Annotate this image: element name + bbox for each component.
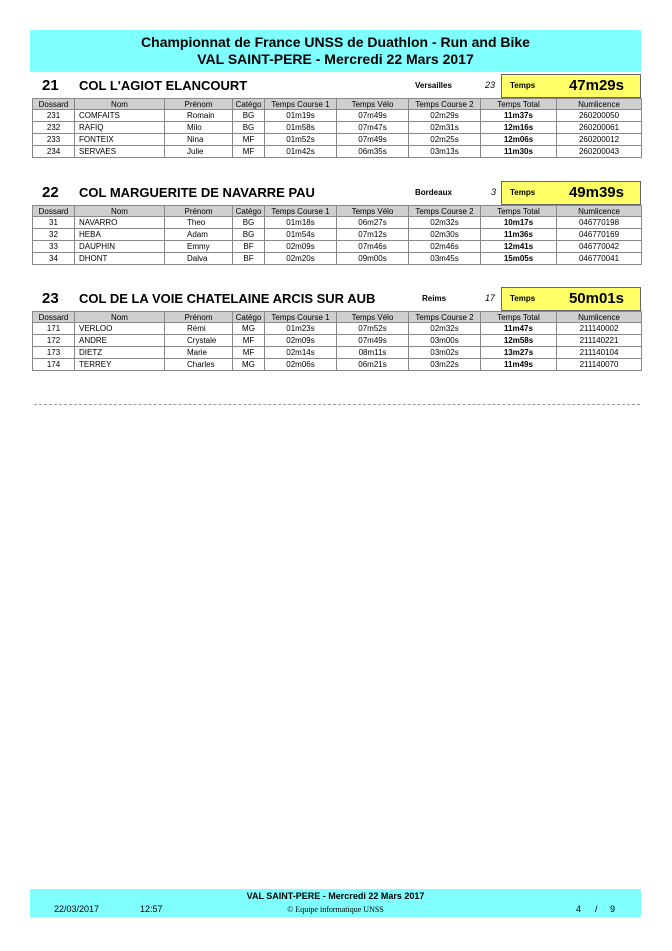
team-block <box>32 181 641 265</box>
cell-prenom: Adam <box>165 229 233 241</box>
cell-course2: 03m13s <box>409 146 481 158</box>
cell-dossard: 31 <box>33 217 75 229</box>
cell-course2: 03m00s <box>409 335 481 347</box>
table-row <box>33 347 642 359</box>
team-name: COL MARGUERITE DE NAVARRE PAU <box>79 185 315 200</box>
cell-dossard: 171 <box>33 323 75 335</box>
cell-course2: 02m29s <box>409 110 481 122</box>
cell-catego: MF <box>233 335 265 347</box>
team-header <box>32 287 641 311</box>
table-row <box>33 253 642 265</box>
team-rank: 23 <box>485 80 496 90</box>
header-title-line2: VAL SAINT-PERE - Mercredi 22 Mars 2017 <box>197 51 474 67</box>
team-header <box>32 181 641 205</box>
column-header-catego: Catégo <box>233 99 265 110</box>
team-city: Versailles <box>415 81 452 90</box>
cell-total: 11m49s <box>481 359 557 371</box>
page-header <box>30 30 641 72</box>
cell-velo: 07m49s <box>337 335 409 347</box>
cell-catego: BG <box>233 229 265 241</box>
team-number: 22 <box>42 184 59 201</box>
table-header-row <box>33 312 642 323</box>
cell-prenom: Dalva <box>165 253 233 265</box>
cell-course2: 03m02s <box>409 347 481 359</box>
cell-prenom: Nina <box>165 134 233 146</box>
column-header-course1: Temps Course 1 <box>265 99 337 110</box>
cell-course2: 02m46s <box>409 241 481 253</box>
cell-dossard: 232 <box>33 122 75 134</box>
cell-nom: ANDRE <box>75 335 165 347</box>
column-header-licence: Numlicence <box>557 312 642 323</box>
table-row <box>33 146 642 158</box>
column-header-velo: Temps Vélo <box>337 312 409 323</box>
dashed-separator <box>34 404 640 405</box>
table-header-row <box>33 206 642 217</box>
cell-licence: 211140002 <box>557 323 642 335</box>
column-header-dossard: Dossard <box>33 312 75 323</box>
cell-velo: 06m21s <box>337 359 409 371</box>
table-row <box>33 335 642 347</box>
cell-licence: 046770198 <box>557 217 642 229</box>
cell-course2: 02m32s <box>409 323 481 335</box>
cell-prenom: Crystale <box>165 335 233 347</box>
table-row <box>33 359 642 371</box>
cell-course2: 02m32s <box>409 217 481 229</box>
cell-velo: 07m12s <box>337 229 409 241</box>
table-row <box>33 323 642 335</box>
cell-dossard: 34 <box>33 253 75 265</box>
table-row <box>33 134 642 146</box>
cell-course1: 01m42s <box>265 146 337 158</box>
cell-course1: 01m23s <box>265 323 337 335</box>
cell-nom: VERLOO <box>75 323 165 335</box>
cell-licence: 211140221 <box>557 335 642 347</box>
cell-catego: BG <box>233 217 265 229</box>
column-header-licence: Numlicence <box>557 206 642 217</box>
cell-course1: 01m54s <box>265 229 337 241</box>
footer-date: 22/03/2017 <box>54 904 100 914</box>
cell-nom: RAFIQ <box>75 122 165 134</box>
column-header-catego: Catégo <box>233 206 265 217</box>
cell-nom: DIETZ <box>75 347 165 359</box>
column-header-prenom: Prénom <box>165 99 233 110</box>
cell-dossard: 172 <box>33 335 75 347</box>
team-city: Bordeaux <box>415 188 452 197</box>
column-header-course2: Temps Course 2 <box>409 206 481 217</box>
footer-page-separator: / <box>595 904 598 914</box>
column-header-course2: Temps Course 2 <box>409 99 481 110</box>
cell-catego: MG <box>233 359 265 371</box>
cell-total: 12m06s <box>481 134 557 146</box>
cell-course1: 02m06s <box>265 359 337 371</box>
team-time-label: Temps <box>510 188 536 197</box>
team-time-value: 50m01s <box>568 290 624 307</box>
cell-licence: 046770169 <box>557 229 642 241</box>
column-header-course2: Temps Course 2 <box>409 312 481 323</box>
team-time-value: 49m39s <box>568 184 624 201</box>
column-header-catego: Catégo <box>233 312 265 323</box>
header-title-line1: Championnat de France UNSS de Duathlon - Run and Bike <box>141 34 530 50</box>
cell-catego: BF <box>233 241 265 253</box>
cell-dossard: 231 <box>33 110 75 122</box>
cell-velo: 07m49s <box>337 110 409 122</box>
page-footer <box>30 889 641 917</box>
cell-nom: NAVARRO <box>75 217 165 229</box>
table-row <box>33 229 642 241</box>
team-city: Reims <box>422 294 447 303</box>
cell-catego: MF <box>233 347 265 359</box>
cell-catego: BG <box>233 110 265 122</box>
cell-dossard: 173 <box>33 347 75 359</box>
column-header-dossard: Dossard <box>33 99 75 110</box>
cell-prenom: Emmy <box>165 241 233 253</box>
cell-course1: 02m09s <box>265 335 337 347</box>
team-block <box>32 287 641 371</box>
column-header-dossard: Dossard <box>33 206 75 217</box>
cell-nom: SERVAES <box>75 146 165 158</box>
team-time-box <box>501 181 641 205</box>
cell-nom: HEBA <box>75 229 165 241</box>
cell-dossard: 32 <box>33 229 75 241</box>
cell-licence: 046770042 <box>557 241 642 253</box>
column-header-nom: Nom <box>75 312 165 323</box>
cell-course1: 01m19s <box>265 110 337 122</box>
team-time-label: Temps <box>510 294 536 303</box>
team-time-label: Temps <box>510 81 536 90</box>
table-row <box>33 110 642 122</box>
column-header-prenom: Prénom <box>165 206 233 217</box>
cell-catego: MF <box>233 146 265 158</box>
cell-velo: 07m47s <box>337 122 409 134</box>
cell-total: 11m36s <box>481 229 557 241</box>
cell-total: 11m37s <box>481 110 557 122</box>
table-row <box>33 122 642 134</box>
cell-course2: 03m22s <box>409 359 481 371</box>
cell-catego: BG <box>233 122 265 134</box>
cell-prenom: Julie <box>165 146 233 158</box>
column-header-total: Temps Total <box>481 312 557 323</box>
cell-licence: 211140070 <box>557 359 642 371</box>
cell-course1: 02m20s <box>265 253 337 265</box>
cell-licence: 260200061 <box>557 122 642 134</box>
team-time-box <box>501 287 641 311</box>
footer-page-total: 9 <box>610 904 616 914</box>
cell-dossard: 234 <box>33 146 75 158</box>
cell-total: 12m41s <box>481 241 557 253</box>
cell-prenom: Milo <box>165 122 233 134</box>
cell-prenom: Charles <box>165 359 233 371</box>
column-header-nom: Nom <box>75 99 165 110</box>
cell-velo: 06m27s <box>337 217 409 229</box>
cell-nom: DHONT <box>75 253 165 265</box>
cell-prenom: Marie <box>165 347 233 359</box>
column-header-course1: Temps Course 1 <box>265 206 337 217</box>
cell-prenom: Romain <box>165 110 233 122</box>
column-header-licence: Numlicence <box>557 99 642 110</box>
cell-velo: 08m11s <box>337 347 409 359</box>
footer-credit: © Equipe informatique UNSS <box>287 905 384 914</box>
results-table <box>32 311 642 371</box>
footer-time: 12:57 <box>140 904 163 914</box>
cell-course2: 02m25s <box>409 134 481 146</box>
cell-course2: 02m31s <box>409 122 481 134</box>
cell-dossard: 174 <box>33 359 75 371</box>
cell-total: 12m16s <box>481 122 557 134</box>
cell-nom: COMFAITS <box>75 110 165 122</box>
cell-total: 15m05s <box>481 253 557 265</box>
cell-course2: 02m30s <box>409 229 481 241</box>
team-name: COL DE LA VOIE CHATELAINE ARCIS SUR AUB <box>79 291 376 306</box>
cell-total: 11m47s <box>481 323 557 335</box>
cell-prenom: Rémi <box>165 323 233 335</box>
cell-course2: 03m45s <box>409 253 481 265</box>
column-header-course1: Temps Course 1 <box>265 312 337 323</box>
table-row <box>33 241 642 253</box>
cell-velo: 07m46s <box>337 241 409 253</box>
cell-catego: BF <box>233 253 265 265</box>
team-rank: 17 <box>485 293 496 303</box>
cell-licence: 260200050 <box>557 110 642 122</box>
cell-course1: 02m09s <box>265 241 337 253</box>
cell-nom: FONTEIX <box>75 134 165 146</box>
cell-licence: 260200043 <box>557 146 642 158</box>
team-block <box>32 74 641 158</box>
table-header-row <box>33 99 642 110</box>
team-time-value: 47m29s <box>568 77 624 94</box>
cell-total: 10m17s <box>481 217 557 229</box>
cell-velo: 07m49s <box>337 134 409 146</box>
results-table <box>32 98 642 158</box>
footer-page-number: 4 <box>576 904 582 914</box>
cell-velo: 09m00s <box>337 253 409 265</box>
team-number: 23 <box>42 290 59 307</box>
results-table <box>32 205 642 265</box>
cell-prenom: Theo <box>165 217 233 229</box>
column-header-nom: Nom <box>75 206 165 217</box>
cell-nom: DAUPHIN <box>75 241 165 253</box>
footer-title: VAL SAINT-PERE - Mercredi 22 Mars 2017 <box>246 891 425 901</box>
team-rank: 3 <box>491 187 497 197</box>
cell-total: 11m30s <box>481 146 557 158</box>
cell-nom: TERREY <box>75 359 165 371</box>
cell-dossard: 233 <box>33 134 75 146</box>
table-row <box>33 217 642 229</box>
cell-velo: 06m35s <box>337 146 409 158</box>
cell-course1: 01m52s <box>265 134 337 146</box>
team-time-box <box>501 74 641 98</box>
cell-licence: 211140104 <box>557 347 642 359</box>
cell-catego: MG <box>233 323 265 335</box>
cell-course1: 02m14s <box>265 347 337 359</box>
cell-course1: 01m18s <box>265 217 337 229</box>
team-header <box>32 74 641 98</box>
cell-licence: 046770041 <box>557 253 642 265</box>
column-header-total: Temps Total <box>481 99 557 110</box>
cell-total: 12m58s <box>481 335 557 347</box>
cell-velo: 07m52s <box>337 323 409 335</box>
cell-course1: 01m58s <box>265 122 337 134</box>
column-header-prenom: Prénom <box>165 312 233 323</box>
team-name: COL L'AGIOT ELANCOURT <box>79 78 248 93</box>
cell-catego: MF <box>233 134 265 146</box>
cell-total: 13m27s <box>481 347 557 359</box>
column-header-velo: Temps Vélo <box>337 99 409 110</box>
team-number: 21 <box>42 77 59 94</box>
cell-dossard: 33 <box>33 241 75 253</box>
column-header-total: Temps Total <box>481 206 557 217</box>
cell-licence: 260200012 <box>557 134 642 146</box>
column-header-velo: Temps Vélo <box>337 206 409 217</box>
